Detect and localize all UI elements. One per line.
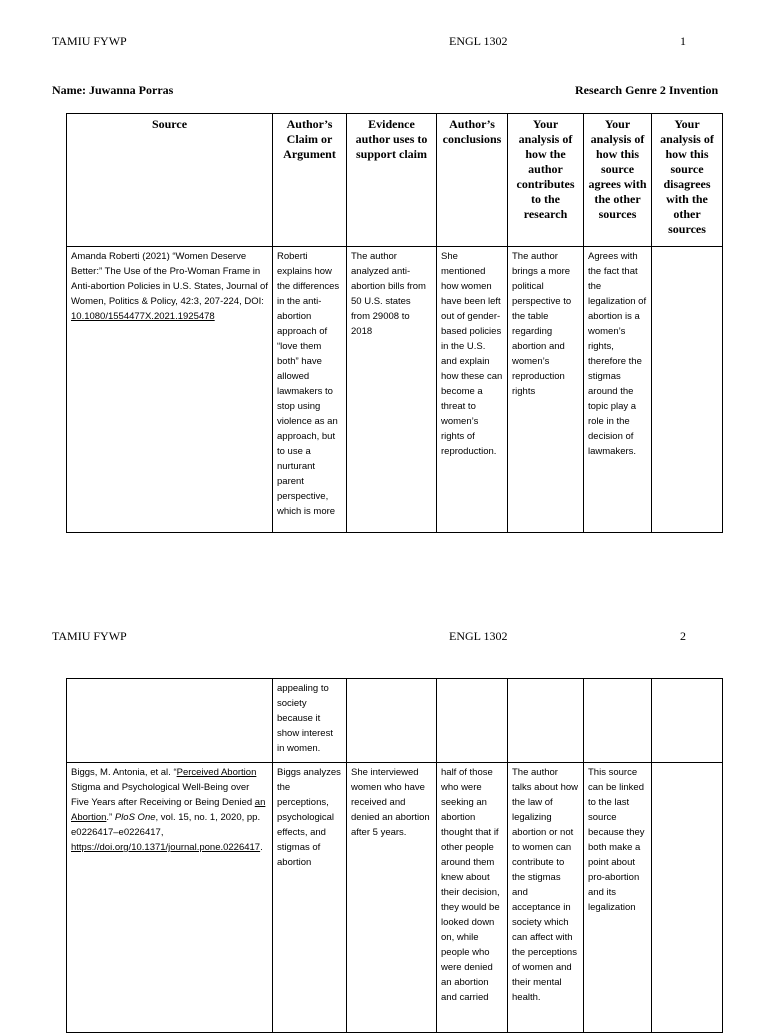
citation-authors: Biggs, M. Antonia, et al. “ <box>71 767 177 778</box>
column-header-contribution: Your analysis of how the author contributes to the research <box>508 114 584 247</box>
column-header-agrees: Your analysis of how this source agrees with the other sources <box>584 114 652 247</box>
column-header-source: Source <box>67 114 273 247</box>
citation-end: . <box>260 842 263 853</box>
column-header-disagrees: Your analysis of how this source disagrees with the other sources <box>652 114 723 247</box>
disagrees-cell <box>652 679 723 763</box>
citation-journal: PloS One <box>114 812 156 823</box>
source-citation <box>67 247 273 533</box>
table-row-continued <box>67 679 723 763</box>
claim-cell: Biggs analyzes the perceptions, psychological effects, and stigmas of abortion <box>273 763 347 1033</box>
invention-table-page1 <box>66 113 723 533</box>
conclusions-cell: half of those who were seeking an abortion thought that if other people around them knew about their decision, they would be looked down on, while people who were denied an abortion and carried <box>437 763 508 1033</box>
running-head-left: TAMIU FYWP <box>52 34 127 48</box>
table-header-row <box>67 114 723 247</box>
source-citation <box>67 679 273 763</box>
citation-text: Amanda Roberti (2021) “Women Deserve Better:” The Use of the Pro-Woman Frame in Anti-abortion Policies in U.S. States, Journal of Women, Politics & Policy, 42:3, 207-224, DOI: <box>71 251 268 307</box>
running-head-course: ENGL 1302 <box>449 34 508 48</box>
table-row <box>67 763 723 1033</box>
claim-cell: Roberti explains how the differences in the anti-abortion approach of “love them both” have allowed lawmakers to stop using violence as an approach, but to use a nurturant parent perspective, which is more <box>273 247 347 533</box>
column-header-evidence: Evidence author uses to support claim <box>347 114 437 247</box>
evidence-cell: The author analyzed anti-abortion bills from 50 U.S. states from 29008 to 2018 <box>347 247 437 533</box>
evidence-cell: She interviewed women who have received and denied an abortion after 5 years. <box>347 763 437 1033</box>
page-number: 2 <box>680 629 686 643</box>
running-head-left: TAMIU FYWP <box>52 629 127 643</box>
citation-title-part: an Abortion <box>71 797 266 823</box>
citation-punct: .” <box>106 812 115 823</box>
assignment-title: Research Genre 2 Invention <box>575 83 719 97</box>
disagrees-cell <box>652 247 723 533</box>
agrees-cell <box>584 679 652 763</box>
doi-link[interactable]: 10.1080/1554477X.2021.1925478 <box>71 311 215 322</box>
student-name: Name: Juwanna Porras <box>52 83 174 97</box>
source-citation <box>67 763 273 1033</box>
column-header-conclusions: Author’s conclusions <box>437 114 508 247</box>
table-row <box>67 247 723 533</box>
conclusions-cell: She mentioned how women have been left out of gender-based policies in the U.S. and explain how these can become a threat to women’s rights of reproduction. <box>437 247 508 533</box>
contribution-cell <box>508 679 584 763</box>
claim-cell: appealing to society because it show interest in women. <box>273 679 347 763</box>
disagrees-cell <box>652 763 723 1033</box>
running-head-course: ENGL 1302 <box>449 629 508 643</box>
contribution-cell: The author talks about how the law of legalizing abortion or not to women can contribute to the stigmas and acceptance in society which can affect with the perceptions of women and their mental health. <box>508 763 584 1033</box>
agrees-cell: This source can be linked to the last source because they both make a point about pro-abortion and its legalization <box>584 763 652 1033</box>
column-header-claim: Author’s Claim or Argument <box>273 114 347 247</box>
citation-title-part: Perceived Abortion <box>176 767 257 778</box>
evidence-cell <box>347 679 437 763</box>
page-number: 1 <box>680 34 686 48</box>
agrees-cell: Agrees with the fact that the legalization of abortion is a women’s rights, therefore the stigmas around the topic play a role in the decision of lawmakers. <box>584 247 652 533</box>
citation-title-rest: Stigma and Psychological Well-Being over Five Years after Receiving or Being Denied <box>71 782 255 808</box>
citation-details: , vol. 15, no. 1, 2020, pp. e0226417–e0226417, <box>71 812 261 838</box>
conclusions-cell <box>437 679 508 763</box>
invention-table-page2 <box>66 678 723 1033</box>
contribution-cell: The author brings a more political perspective to the table regarding abortion and women’s reproduction rights <box>508 247 584 533</box>
doi-link[interactable]: https://doi.org/10.1371/journal.pone.0226417 <box>71 842 261 853</box>
